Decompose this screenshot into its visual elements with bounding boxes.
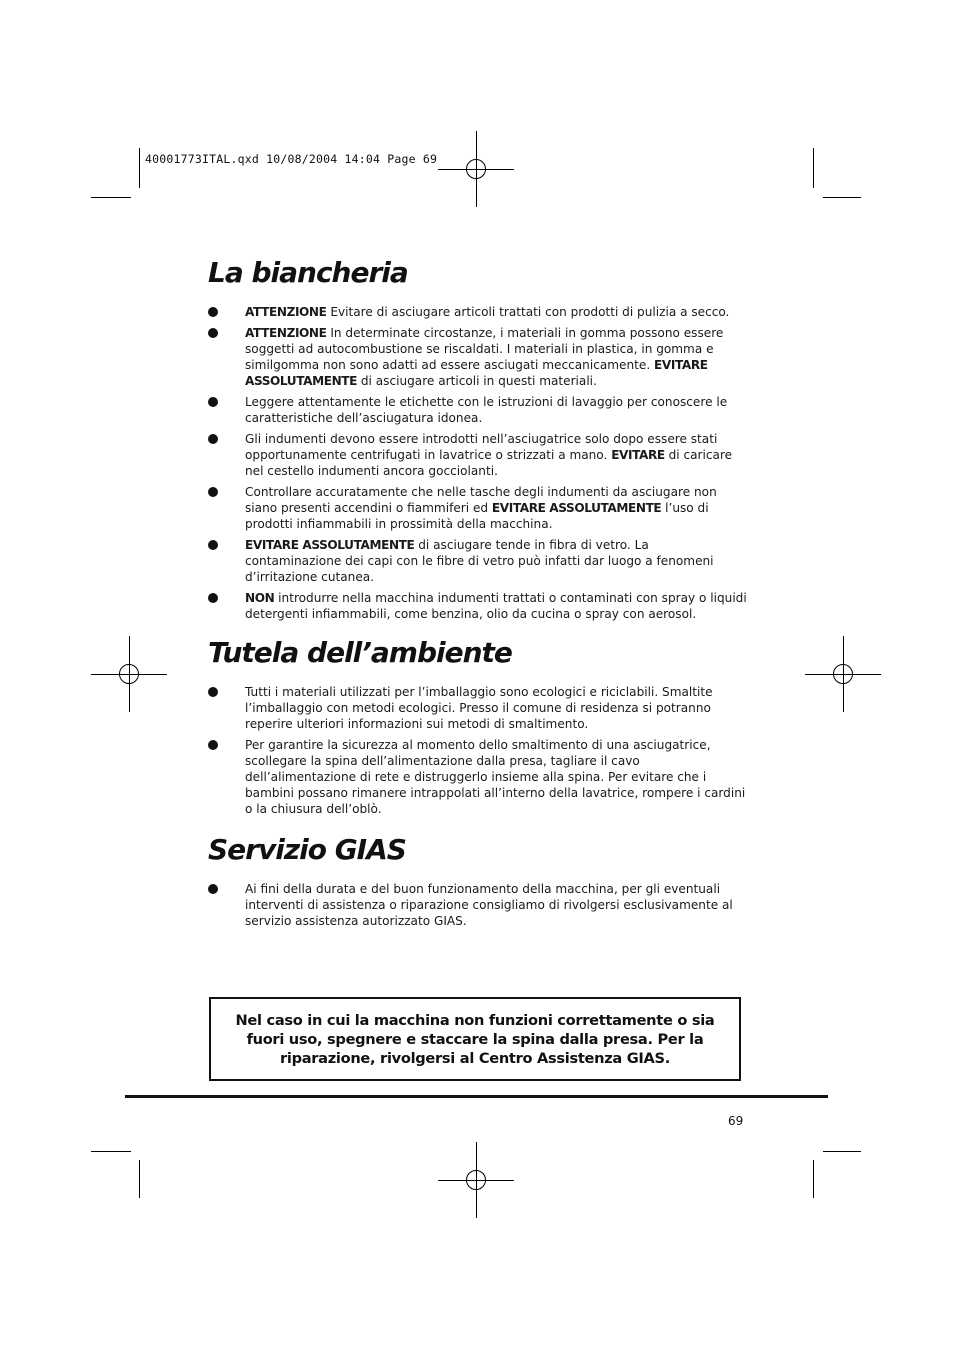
- body-text: l’uso di prodotti infiammabili in prossimità della macchina.: [245, 501, 709, 531]
- page-number: 69: [728, 1114, 744, 1128]
- body-text: di asciugare tende in fibra di vetro. La contaminazione dei capi con le fibre di vetro può infatti dar luogo a fenomeni d’irritazione cutanea.: [245, 538, 714, 584]
- list-item: [208, 684, 748, 732]
- body-text: Per garantire la sicurezza al momento dello smaltimento di una asciugatrice, scollegare la spina dell’alimentazione dalla presa, tagliare il cavo dell’alimentazione di rete e distruggerlo insieme alla spina. Per evitare che i bambini possano rimanere intrappolati all’interno della lavatrice, rompere i cardini o la chiusura dell’oblò.: [245, 738, 746, 816]
- emphasis-text: EVITARE: [611, 448, 665, 462]
- list-item: [208, 590, 748, 622]
- section-title-tutela-ambiente: Tutela dell’ambiente: [208, 636, 512, 669]
- footer-rule: [125, 1095, 828, 1098]
- body-text: Tutti i materiali utilizzati per l’imballaggio sono ecologici e riciclabili. Smaltite l’imballaggio con metodi ecologici. Presso il comune di residenza si potranno reperire ulteriori informazioni sui metodi di smaltimento.: [245, 685, 713, 731]
- list-item: [208, 737, 748, 817]
- list-item: [208, 394, 748, 426]
- crop-mark: [139, 1160, 140, 1198]
- registration-mark: [805, 636, 881, 712]
- body-text: Ai fini della durata e del buon funzionamento della macchina, per gli eventuali interventi di assistenza o riparazione consigliamo di rivolgersi esclusivamente al servizio assistenza autorizzato GIAS.: [245, 882, 733, 928]
- bullet-icon: [208, 687, 218, 697]
- bullet-list-la-biancheria: [208, 304, 748, 627]
- list-item: [208, 537, 748, 585]
- crop-mark: [91, 1151, 131, 1152]
- bullet-icon: [208, 593, 218, 603]
- body-text: introdurre nella macchina indumenti trattati o contaminati con spray o liquidi detergenti infiammabili, come benzina, olio da cucina o spray con aerosol.: [245, 591, 747, 621]
- emphasis-text: ATTENZIONE: [245, 326, 327, 340]
- bullet-icon: [208, 740, 218, 750]
- crop-mark: [823, 197, 861, 198]
- registration-mark: [438, 1142, 514, 1218]
- crop-mark: [91, 197, 131, 198]
- bullet-icon: [208, 434, 218, 444]
- list-item: [208, 431, 748, 479]
- bullet-icon: [208, 307, 218, 317]
- body-text: Controllare accuratamente che nelle tasche degli indumenti da asciugare non siano presenti accendini o fiammiferi ed: [245, 485, 717, 515]
- crop-mark: [813, 1160, 814, 1198]
- section-title-servizio-gias: Servizio GIAS: [208, 833, 406, 866]
- body-text: Leggere attentamente le etichette con le istruzioni di lavaggio per conoscere le caratteristiche dell’asciugatura idonea.: [245, 395, 728, 425]
- section-title-la-biancheria: La biancheria: [208, 256, 408, 289]
- list-item: [208, 304, 748, 320]
- printer-slug: 40001773ITAL.qxd 10/08/2004 14:04 Page 69: [145, 152, 438, 166]
- emphasis-text: EVITARE ASSOLUTAMENTE: [491, 501, 662, 515]
- notice-box: [209, 997, 741, 1081]
- crop-mark: [813, 148, 814, 188]
- emphasis-text: NON: [245, 591, 275, 605]
- bullet-icon: [208, 397, 218, 407]
- registration-mark: [91, 636, 167, 712]
- bullet-list-tutela-ambiente: [208, 684, 748, 822]
- bullet-icon: [208, 884, 218, 894]
- bullet-icon: [208, 540, 218, 550]
- registration-mark: [438, 131, 514, 207]
- body-text: di asciugare articoli in questi materiali.: [357, 374, 597, 388]
- notice-text: Nel caso in cui la macchina non funzioni correttamente o sia fuori uso, spegnere e staccare la spina dalla presa. Per la riparazione, rivolgersi al Centro Assistenza GIAS.: [235, 1011, 715, 1067]
- bullet-icon: [208, 487, 218, 497]
- crop-mark: [823, 1151, 861, 1152]
- emphasis-text: ATTENZIONE: [245, 305, 327, 319]
- body-text: di caricare nel cestello indumenti ancora gocciolanti.: [245, 448, 733, 478]
- list-item: [208, 484, 748, 532]
- body-text: Gli indumenti devono essere introdotti nell’asciugatrice solo dopo essere stati opportunamente centrifugati in lavatrice o strizzati a mano.: [245, 432, 718, 462]
- list-item: [208, 325, 748, 389]
- body-text: In determinate circostanze, i materiali in gomma possono essere soggetti ad autocombustione se riscaldati. I materiali in plastica, in gomma e similgomma non sono adatti ad essere asciugati meccanicamente.: [245, 326, 724, 372]
- emphasis-text: EVITARE ASSOLUTAMENTE: [245, 538, 415, 552]
- list-item: [208, 881, 748, 929]
- emphasis-text: EVITARE ASSOLUTAMENTE: [245, 358, 708, 388]
- bullet-list-servizio-gias: [208, 881, 748, 934]
- body-text: Evitare di asciugare articoli trattati con prodotti di pulizia a secco.: [326, 305, 730, 319]
- bullet-icon: [208, 328, 218, 338]
- crop-mark: [139, 148, 140, 188]
